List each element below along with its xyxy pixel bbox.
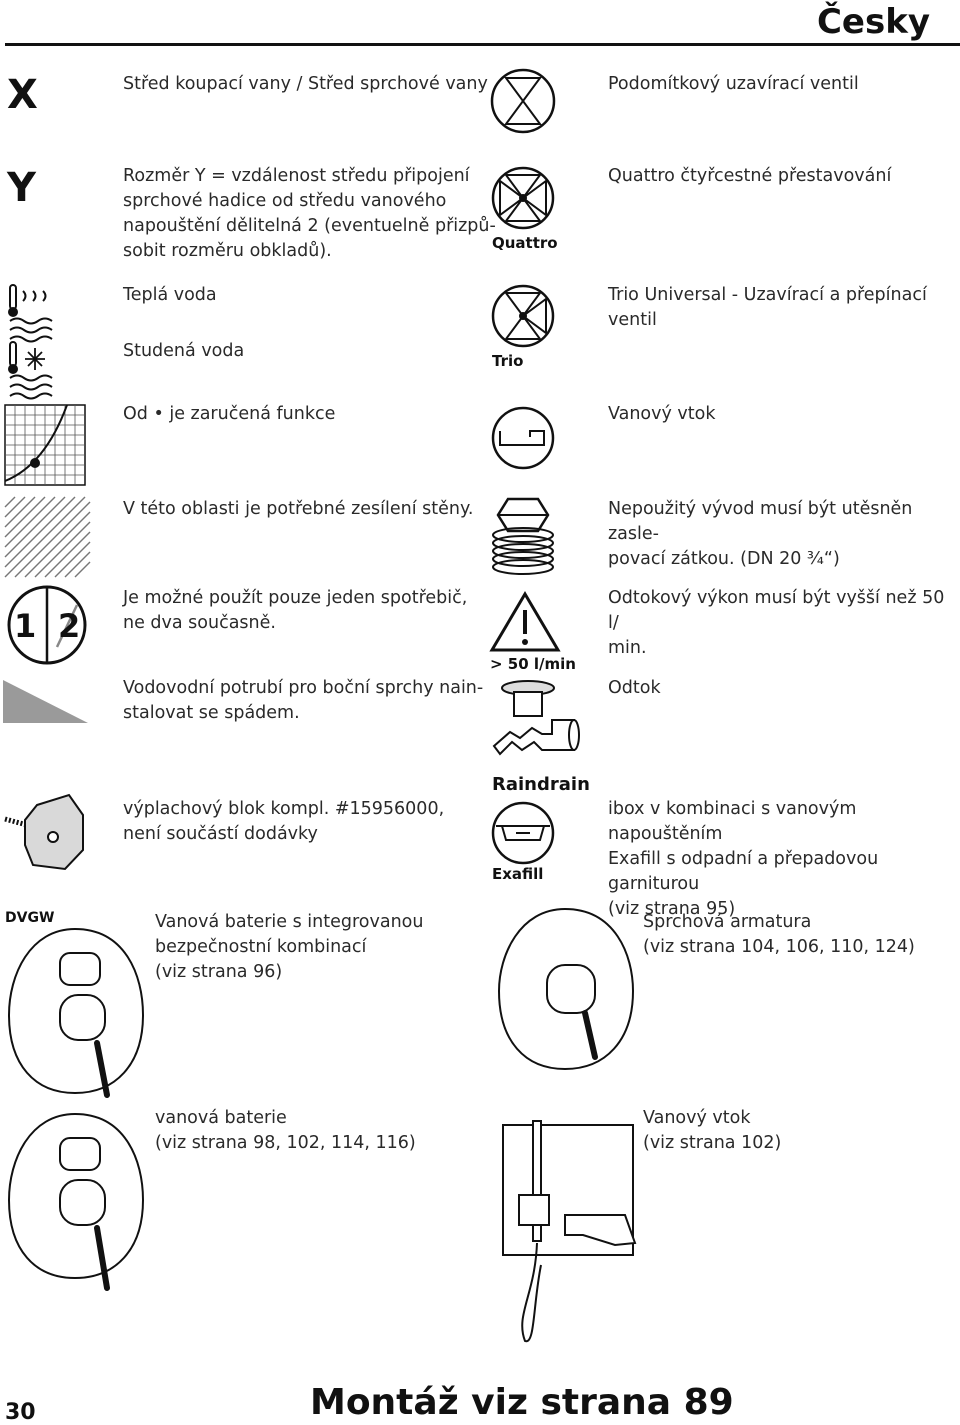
- label-trio: Trio: [492, 352, 524, 370]
- hatched-wall-icon: [5, 497, 90, 577]
- label-exafill: Exafill: [492, 865, 544, 883]
- drain-icon: [490, 680, 590, 770]
- product-text-safety-mixer: Vanová baterie s integrovanou bezpečnostní kombinací (viz strana 96): [155, 912, 424, 982]
- text-shutoff-valve: Podomítkový uzavírací ventil: [608, 74, 859, 94]
- bath-spout-with-shower-illustration: [495, 1115, 645, 1345]
- trio-valve-icon: [490, 283, 556, 349]
- text-warning: Odtokový výkon musí být vyšší než 50 l/ min.: [608, 588, 945, 658]
- dvgw-badge: DVGW: [5, 910, 55, 926]
- label-flow-rate: > 50 l/min: [490, 655, 576, 673]
- text-drain: Odtok: [608, 678, 661, 698]
- shutoff-valve-icon: [490, 64, 556, 138]
- language-heading: Česky: [816, 2, 930, 42]
- shower-mixer-illustration: [495, 905, 635, 1075]
- icon-number-two: 2: [58, 607, 81, 645]
- text-y: Rozměr Y = vzdálenost středu připojení sprchové hadice od středu vanového napouštění dělitelná 2 (eventuelně přizpů- sobit rozměru obkladů).: [123, 166, 496, 261]
- bath-mixer-safety-illustration: [5, 925, 145, 1100]
- text-slope: Vodovodní potrubí pro boční sprchy nain- stalovat se spádem.: [123, 678, 484, 723]
- cold-water-icon: [5, 340, 55, 400]
- text-bath-spout: Vanový vtok: [608, 404, 716, 424]
- product-text-bath-mixer: vanová baterie (viz strana 98, 102, 114, 116): [155, 1108, 416, 1153]
- bath-spout-icon: [490, 405, 556, 471]
- bath-mixer-illustration: [5, 1110, 145, 1310]
- text-quattro: Quattro čtyřcestné přestavování: [608, 166, 892, 186]
- product-text-shower-mixer: Sprchová armatura (viz strana 104, 106, 110, 124): [643, 912, 915, 957]
- text-hatched: V této oblasti je potřebné zesílení stěny.: [123, 499, 474, 519]
- label-raindrain: Raindrain: [492, 774, 590, 795]
- text-hot-water: Teplá voda: [123, 285, 217, 305]
- exafill-icon: [490, 800, 556, 866]
- function-graph-icon: [5, 405, 85, 485]
- text-x: Střed koupací vany / Střed sprchové vany: [123, 74, 488, 94]
- header-rule: [5, 43, 960, 46]
- flush-block-icon: [5, 795, 85, 870]
- warning-icon: [490, 590, 560, 652]
- text-cold-water: Studená voda: [123, 341, 245, 361]
- slope-icon: [3, 680, 88, 725]
- label-quattro: Quattro: [492, 234, 558, 252]
- symbol-y: Y: [7, 165, 36, 211]
- page-number: 30: [5, 1400, 36, 1425]
- text-exafill: ibox v kombinaci s vanovým napouštěním Exafill s odpadní a přepadovou garniturou (viz strana 95): [608, 799, 879, 919]
- symbol-x: X: [7, 72, 38, 118]
- product-text-bath-spout: Vanový vtok (viz strana 102): [643, 1108, 782, 1153]
- quattro-valve-icon: [490, 165, 556, 231]
- icon-number-one: 1: [14, 607, 37, 645]
- text-one-not-two: Je možné použít pouze jeden spotřebič, ne dva současně.: [123, 588, 468, 633]
- text-plug: Nepoužitý vývod musí být utěsněn zasle- povací zátkou. (DN 20 ¾“): [608, 499, 913, 569]
- assembly-reference: Montáž viz strana 89: [310, 1382, 734, 1423]
- plug-icon: [490, 493, 556, 583]
- text-flush-block: výplachový blok kompl. #15956000, není součástí dodávky: [123, 799, 445, 844]
- text-function: Od • je zaručená funkce: [123, 404, 336, 424]
- text-trio: Trio Universal - Uzavírací a přepínací ventil: [608, 285, 927, 330]
- hot-water-icon: [5, 283, 55, 343]
